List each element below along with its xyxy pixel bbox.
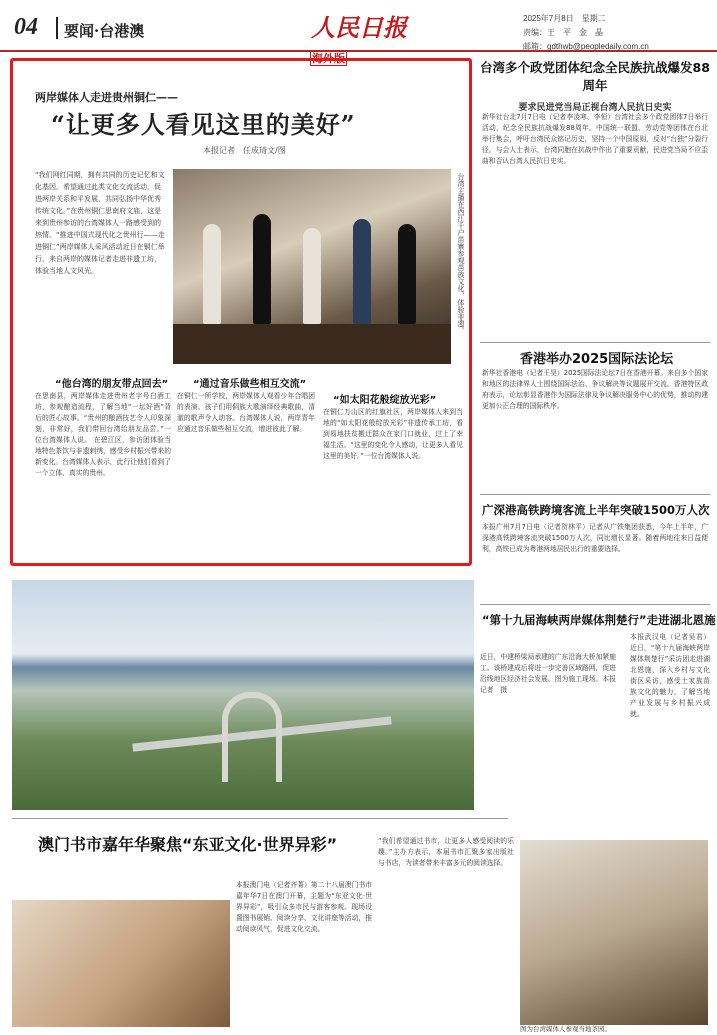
masthead-name: 人民日报: [311, 13, 407, 42]
right-column: [480, 58, 710, 113]
masthead-tag: 海外版: [312, 52, 345, 65]
divider: [480, 342, 710, 343]
lead-body-3: 在铜仁万山区的红旗社区，两岸媒体人来到当地的“如太阳花般绽放光彩”非遗传承工坊，看到易地扶贫搬迁群众在家门口就业，过上了幸福生活。“这里的变化令人感动，让更多人看见这里的美好。”一位台湾媒体人说。: [323, 408, 463, 460]
person-figure: [398, 224, 416, 324]
right-body-2: 新华社香港电（记者王昊）2025国际法论坛7日在香港开幕。来自多个国家和地区的法律界人士围绕国际法治、争议解决等议题展开交流。香港特区政府表示，论坛彰显香港作为国际法律及争议解决服务中心的优势，推动构建更加公正合理的国际秩序。: [482, 369, 708, 410]
header-divider: [56, 17, 58, 39]
right-headline-3[interactable]: 广深港高铁跨境客流上半年突破1500万人次: [482, 503, 710, 517]
bottom-headline[interactable]: 澳门书市嘉年华聚焦“东亚文化·世界异彩”: [38, 835, 338, 854]
header-meta: [523, 12, 703, 54]
lead-photo[interactable]: [173, 169, 451, 364]
right-headline-1[interactable]: 台湾多个政党团体纪念全民族抗战爆发88周年: [480, 60, 710, 93]
tea-garden-photo[interactable]: [520, 840, 708, 1025]
section-title: 要闻·台港澳: [64, 22, 145, 40]
right-body-3: 本报广州7月7日电（记者贺林平）记者从广铁集团获悉，今年上半年，广深港高铁跨境客流突破1500万人次，同比增长显著。随着两地往来日益便利，高铁已成为粤港两地居民出行的重要选择。: [482, 523, 708, 553]
lead-subhead-3: “如太阳花般绽放光彩”: [333, 395, 437, 406]
person-figure: [303, 228, 321, 324]
right-headline-4[interactable]: “第十九届海峡两岸媒体荆楚行”走进湖北恩施: [482, 613, 716, 627]
lead-subhead-1: “他台湾的朋友带点回去”: [55, 379, 169, 390]
divider: [480, 494, 710, 495]
masthead-logo: [310, 8, 410, 65]
lead-intro: “我们网红同期，拥有共同的历史记忆和文化基因。希望通过此类文化交流活动，促进两岸关系和平发展，共同弘扬中华优秀传统文化。”在贵州铜仁思南府文庙，这是来到贵州参访的台湾媒体人一路感受到的热情。“推进中国式现代化之贵州行——走进铜仁”两岸媒体人采风活动近日在铜仁举行，来自两岸的媒体记者走进非遗工坊，体验当地人文风光。: [35, 171, 165, 275]
lead-body-2: 在铜仁一所学校，两岸媒体人观看少年合唱团的表演。孩子们用侗族大歌演绎经典歌曲，清澈的歌声令人动容。台湾媒体人说，两岸青年应通过音乐做些相互交流，增进彼此了解。: [177, 392, 315, 433]
person-figure: [353, 219, 371, 324]
tea-garden-caption: 图为台湾媒体人参观当地茶园。: [520, 1025, 611, 1033]
lead-kicker: 两岸媒体人走进贵州铜仁——: [35, 91, 178, 104]
person-figure: [253, 214, 271, 324]
header-editors: 责编：王 平 金 晶: [523, 28, 603, 37]
header-date: 2025年7月8日 星期二: [523, 14, 606, 23]
right-body-1: 新华社台北7月7日电（记者李凌寒、李恒）台湾社会多个政党团体7日举行活动，纪念全民族抗战爆发88周年。中国统一联盟、劳动党等团体在台北举行集会，呼吁台湾民众铭记历史，坚持一个中国原则，反对“台独”分裂行径。与会人士表示，台湾同胞在抗战中作出了重要贡献，民进党当局不应歪曲和否认台湾人民抗日史实。: [482, 113, 708, 165]
lead-photo-caption: 台湾主播在西江千户苗寨参观苗族文化，体验非遗。: [457, 173, 465, 334]
bridge-arch: [222, 692, 282, 782]
lead-headline[interactable]: “让更多人看见这里的美好”: [51, 110, 356, 139]
divider: [12, 818, 508, 819]
lead-subhead-2: “通过音乐做些相互交流”: [193, 379, 307, 390]
lead-byline: 本报记者 任成琦文/图: [203, 146, 286, 155]
bottom-body-1: 本报澳门电（记者齐菁）第二十八届澳门书市嘉年华7日在澳门开幕，主题为“东亚文化·世界异彩”，吸引众多市民与游客参观。现场设置图书展销、阅读分享、文化讲座等活动，推动阅读风气，促进文化交流。: [236, 881, 372, 933]
display-shelf: [173, 324, 451, 364]
right-headline-2[interactable]: 香港举办2025国际法论坛: [520, 352, 674, 367]
page-header: [0, 0, 717, 65]
bridge-photo-caption: 近日，中建桥梁局承建的广东沿海大桥加紧施工。该桥建成后将进一步完善区域路网，促进沿线地区经济社会发展。图为施工现场。本报记者 摄: [480, 653, 616, 694]
lead-body-1: 在思南县，两岸媒体走进贵州老字号白酒工坊，参观酿造流程，了解当地“一坛好酒”背后的匠心故事。“贵州的酿酒技艺令人印象深刻，非常好，我们带回台湾给朋友品尝。”一位台湾媒体人说。 在碧江区，参访团体验当地特色茶饮与非遗刺绣，感受乡村振兴带来的新变化。台湾媒体人表示，此行让他们看到了一个立体、真实的贵州。: [35, 392, 171, 477]
bottom-body-2: “我们希望通过书市，让更多人感受阅读的乐趣。”主办方表示，本届书市汇聚多家出版社与书店，为读者带来丰富多元的阅读选择。: [378, 837, 514, 867]
bridge-photo[interactable]: [12, 580, 474, 810]
person-figure: [203, 224, 221, 324]
right-body-4: 本报武汉电（记者吴君）近日，“第十九届海峡两岸媒体荆楚行”采访团走进湖北恩施，深入乡村与文化街区采访，感受土家族苗族文化的魅力，了解当地产业发展与乡村振兴成就。: [630, 633, 710, 718]
book-fair-photo[interactable]: [12, 900, 230, 1027]
divider: [480, 604, 710, 605]
right-subhead-1: 要求民进党当局正视台湾人民抗日史实: [518, 103, 672, 113]
page-number: 04: [14, 14, 38, 40]
lead-story-box[interactable]: [10, 58, 472, 566]
header-email: 邮箱：gdthwb@peopledaily.com.cn: [523, 42, 649, 51]
